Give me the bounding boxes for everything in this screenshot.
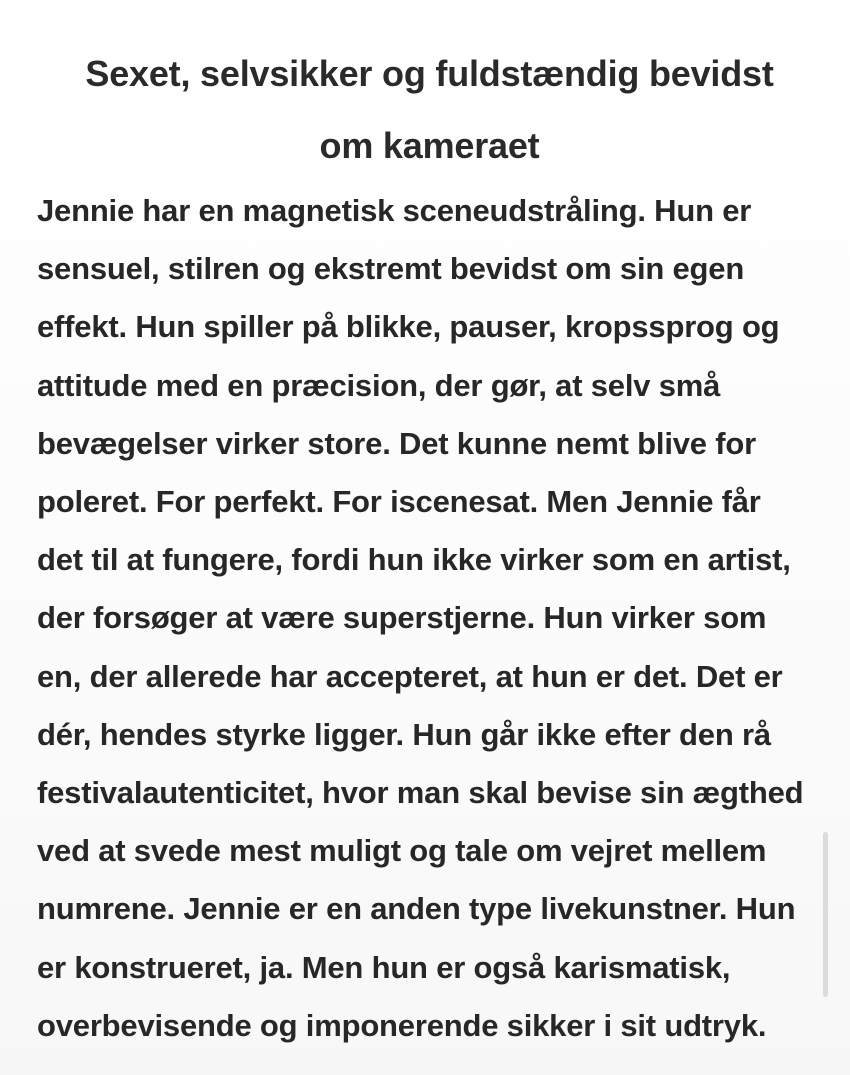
- paragraph-line: effekt. Hun spiller på blikke, pauser, kropssprog og: [37, 309, 780, 345]
- paragraph-line: ved at svede mest muligt og tale om vejret mellem: [37, 833, 767, 869]
- paragraph-line: en, der allerede har accepteret, at hun er det. Det er: [37, 658, 783, 694]
- paragraph-line: er konstrueret, ja. Men hun er også karismatisk,: [37, 949, 731, 985]
- article: [37, 38, 822, 1055]
- paragraph-line: overbevisende og imponerende sikker i sit udtryk.: [37, 1007, 767, 1043]
- paragraph-line: Jennie har en magnetisk sceneudstråling. Hun er: [37, 193, 752, 228]
- article-paragraph: [37, 182, 822, 1055]
- scrollbar-thumb[interactable]: [823, 832, 828, 997]
- paragraph-line: bevægelser virker store. Det kunne nemt blive for: [37, 425, 756, 461]
- paragraph-line: numrene. Jennie er en anden type livekunstner. Hun: [37, 891, 796, 927]
- paragraph-line: festivalautenticitet, hvor man skal bevise sin ægthed: [37, 775, 804, 811]
- paragraph-line: dér, hendes styrke ligger. Hun går ikke efter den rå: [37, 716, 771, 752]
- headline-line: Sexet, selvsikker og fuldstændig bevidst: [85, 53, 774, 94]
- paragraph-line: der forsøger at være superstjerne. Hun virker som: [37, 600, 767, 636]
- headline-line: om kameraet: [319, 125, 540, 166]
- paragraph-line: sensuel, stilren og ekstremt bevidst om sin egen: [37, 251, 745, 287]
- paragraph-line: attitude med en præcision, der gør, at selv små: [37, 367, 721, 403]
- paragraph-line: det til at fungere, fordi hun ikke virker som en artist,: [37, 542, 791, 578]
- paragraph-line: poleret. For perfekt. For iscenesat. Men Jennie får: [37, 484, 761, 520]
- article-headline: [37, 38, 822, 182]
